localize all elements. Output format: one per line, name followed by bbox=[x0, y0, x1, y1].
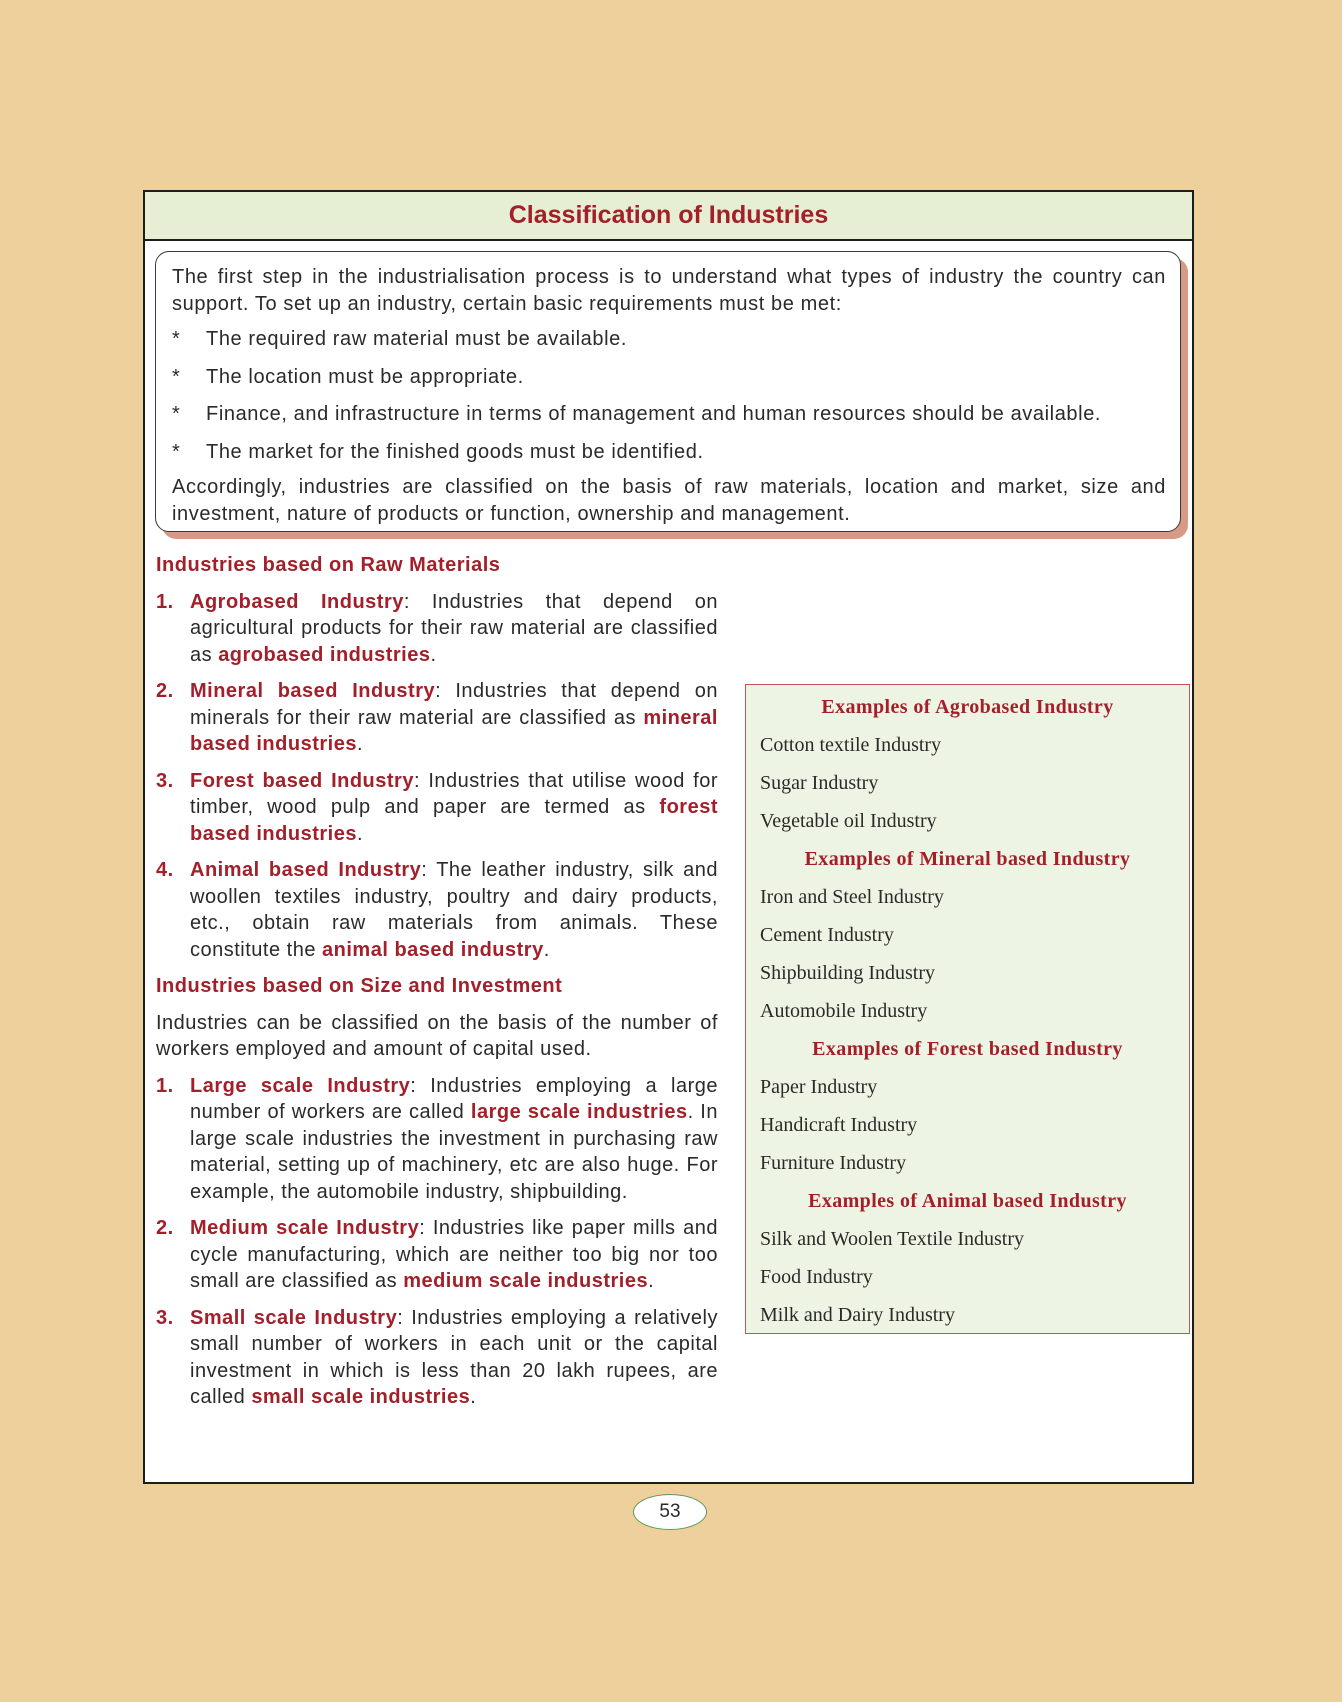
list-item: 4. Animal based Industry: The leather industry, silk and woollen textiles industry, poultry and dairy products, etc., obtain raw materials from animals. These constitute the animal based industry. bbox=[156, 859, 718, 961]
asterisk-icon: * bbox=[172, 365, 181, 388]
example-item: Paper Industry bbox=[760, 1076, 878, 1098]
example-item: Automobile Industry bbox=[760, 1000, 928, 1022]
main-column bbox=[156, 552, 718, 1421]
highlight: large scale industries bbox=[470, 1101, 688, 1123]
term: Mineral based Industry bbox=[190, 680, 436, 702]
asterisk-icon: * bbox=[172, 440, 181, 463]
page-title: Classification of Industries bbox=[145, 192, 1192, 241]
term: Forest based Industry bbox=[190, 769, 414, 792]
example-item: Shipbuilding Industry bbox=[760, 962, 936, 984]
example-item: Food Industry bbox=[760, 1266, 873, 1288]
list-item: 3. Small scale Industry: Industries employing a relatively small number of workers in each unit or the capital investment in which is less than 20 lakh rupees, are called small scale industries. bbox=[156, 1306, 718, 1408]
examples-heading-animal: Examples of Animal based Industry bbox=[808, 1190, 1127, 1212]
intro-paragraph: The first step in the industrialisation process is to understand what types of industry the country can support. To set up an industry, certain basic requirements must be met: bbox=[172, 266, 1166, 315]
term: Medium scale Industry bbox=[190, 1217, 420, 1239]
examples-heading-mineral: Examples of Mineral based Industry bbox=[804, 848, 1131, 870]
intro-box bbox=[155, 251, 1181, 532]
highlight: agrobased industries bbox=[218, 643, 431, 666]
list-item: 2. Medium scale Industry: Industries like paper mills and cycle manufacturing, which are neither too big nor too small are classified as medium scale industries. bbox=[156, 1217, 718, 1292]
example-item: Vegetable oil Industry bbox=[760, 810, 937, 832]
example-item: Silk and Woolen Textile Industry bbox=[760, 1228, 1025, 1250]
asterisk-icon: * bbox=[172, 403, 181, 425]
asterisk-icon: * bbox=[172, 328, 181, 350]
highlight: mineral based industries bbox=[190, 706, 718, 755]
example-item: Cement Industry bbox=[760, 924, 894, 946]
list-item: * The required raw material must be available. bbox=[172, 326, 1166, 353]
example-item: Milk and Dairy Industry bbox=[760, 1304, 955, 1326]
intro-closing: Accordingly, industries are classified on the basis of raw materials, location and market, size and investment, nature of products or function, ownership and management. bbox=[172, 476, 1166, 525]
list-item: 1. Agrobased Industry: Industries that depend on agricultural products for their raw material are classified as agrobased industries. bbox=[156, 590, 718, 666]
term: Animal based Industry bbox=[190, 859, 422, 881]
examples-heading-agro: Examples of Agrobased Industry bbox=[821, 696, 1114, 718]
example-item: Handicraft Industry bbox=[760, 1114, 918, 1136]
section-heading-raw-materials: Industries based on Raw Materials bbox=[156, 554, 501, 576]
highlight: small scale industries bbox=[251, 1386, 471, 1408]
example-item: Sugar Industry bbox=[760, 772, 879, 794]
term: Large scale Industry bbox=[190, 1074, 411, 1097]
list-item: * The location must be appropriate. bbox=[172, 364, 1166, 391]
section-heading-size-investment: Industries based on Size and Investment bbox=[156, 975, 563, 997]
highlight: animal based industry bbox=[322, 938, 544, 961]
highlight: forest based industries bbox=[190, 796, 718, 845]
list-item: * Finance, and infrastructure in terms of management and human resources should be available. bbox=[172, 401, 1166, 428]
highlight: medium scale industries bbox=[403, 1270, 649, 1292]
list-item: * The market for the finished goods must be identified. bbox=[172, 439, 1166, 466]
examples-heading-forest: Examples of Forest based Industry bbox=[812, 1038, 1123, 1060]
size-intro: Industries can be classified on the basis of the number of workers employed and amount of capital used. bbox=[156, 1011, 718, 1060]
example-item: Cotton textile Industry bbox=[760, 734, 942, 756]
example-item: Iron and Steel Industry bbox=[760, 886, 944, 908]
examples-box bbox=[745, 684, 1190, 1334]
list-item: 3. Forest based Industry: Industries that utilise wood for timber, wood pulp and paper are termed as forest based industries. bbox=[156, 769, 718, 845]
list-item: 2. Mineral based Industry: Industries that depend on minerals for their raw material are classified as mineral based industries. bbox=[156, 680, 718, 755]
list-item: 1. Large scale Industry: Industries employing a large number of workers are called large scale industries. In large scale industries the investment in purchasing raw material, setting up of machinery, etc are also huge. For example, the automobile industry, shipbuilding. bbox=[156, 1074, 718, 1203]
requirements-list bbox=[172, 326, 1166, 465]
page-number: 53 bbox=[633, 1494, 707, 1530]
term: Agrobased Industry bbox=[190, 590, 404, 613]
term: Small scale Industry bbox=[190, 1306, 398, 1329]
example-item: Furniture Industry bbox=[760, 1152, 907, 1174]
content-frame bbox=[143, 190, 1194, 1484]
